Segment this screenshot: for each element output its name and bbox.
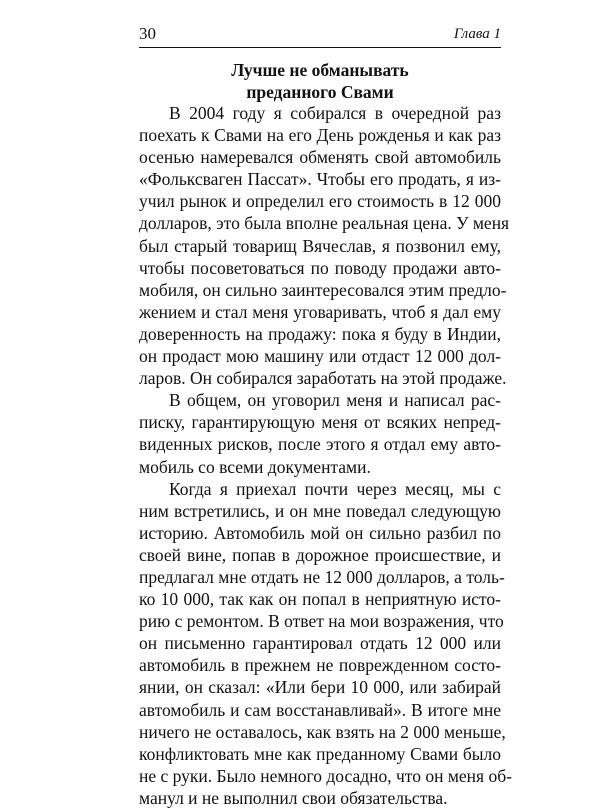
text-line: «Фольксваген Пассат». Чтобы его продать, я из- [139,169,501,190]
text-line: ним встретились, и он мне поведал следующую [139,500,501,521]
text-line: В 2004 году я собирался в очередной раз [169,103,501,123]
text-line: ничего не оставалось, как взять на 2 000 меньше, [139,721,506,742]
text-line: мобиль со всеми документами. [139,456,371,477]
text-line: поехать к Свами на его День рожденья и как раз [139,125,501,146]
text-line: мобиля, он сильно заинтересовался этим предло- [139,279,507,300]
text-line: автомобиль и сам восстанавливай». В итоге мне [139,699,501,720]
text-line: осенью намеревался обменять свой автомобиль [139,147,501,168]
text-line: янии, он сказал: «Или бери 10 000, или забирай [139,677,501,698]
article-title [139,59,501,103]
text-line: доверенность на продажу: пока я буду в Индии, [139,323,501,344]
article-title-line: преданного Свами [246,82,394,102]
article-body [139,102,512,809]
text-line: был старый товарищ Вячеслав, я позвонил ему, [139,235,501,256]
paragraph-1 [139,102,510,389]
text-line: ко 10 000, так как он попал в неприятную исто- [139,589,501,610]
text-line: он продаст мою машину или отдаст 12 000 дол- [139,346,501,367]
text-line: манул и не выполнил свои обязательства. [139,787,448,808]
text-line: долларов, это была вполне реальная цена. У меня [139,213,510,234]
text-line: В общем, он уговорил меня и написал рас- [169,390,501,411]
text-line: жением и стал меня уговаривать, чтоб я дал ему [139,301,501,322]
text-line: он письменно гарантировал отдать 12 000 или [139,633,501,654]
running-header [139,24,501,44]
article-title-line: Лучше не обманывать [231,60,409,80]
text-line: историю. Автомобиль мой он сильно разбил по [139,522,501,543]
text-line: виденных рисков, после этого я отдал ему авто- [139,434,501,455]
text-line: писку, гарантирующую меня от всяких непред- [139,412,501,433]
text-line: Когда я приехал почти через месяц, мы с [169,478,501,499]
text-line: учил рынок и определил его стоимость в 12 000 [139,191,501,212]
text-line: конфликтовать мне как преданному Свами было [139,743,501,764]
header-rule [139,47,501,48]
text-line: предлагал мне отдать не 12 000 долларов, а толь- [139,566,505,587]
text-line: чтобы посоветоваться по поводу продажи авто- [139,257,501,278]
text-line: своей вине, попав в дорожное происшествие, и [139,544,501,565]
text-line: ларов. Он собирался заработать на этой продаже. [139,368,507,389]
text-line: автомобиль в прежнем не поврежденном состо- [139,655,501,676]
paragraph-3 [139,478,512,809]
text-line: рию с ремонтом. В ответ на мои возражения, что [139,611,504,632]
chapter-label: Глава 1 [453,26,501,42]
paragraph-2 [139,389,501,477]
text-line: не с руки. Было немного досадно, что он меня об- [139,765,512,786]
page-number: 30 [139,24,156,43]
